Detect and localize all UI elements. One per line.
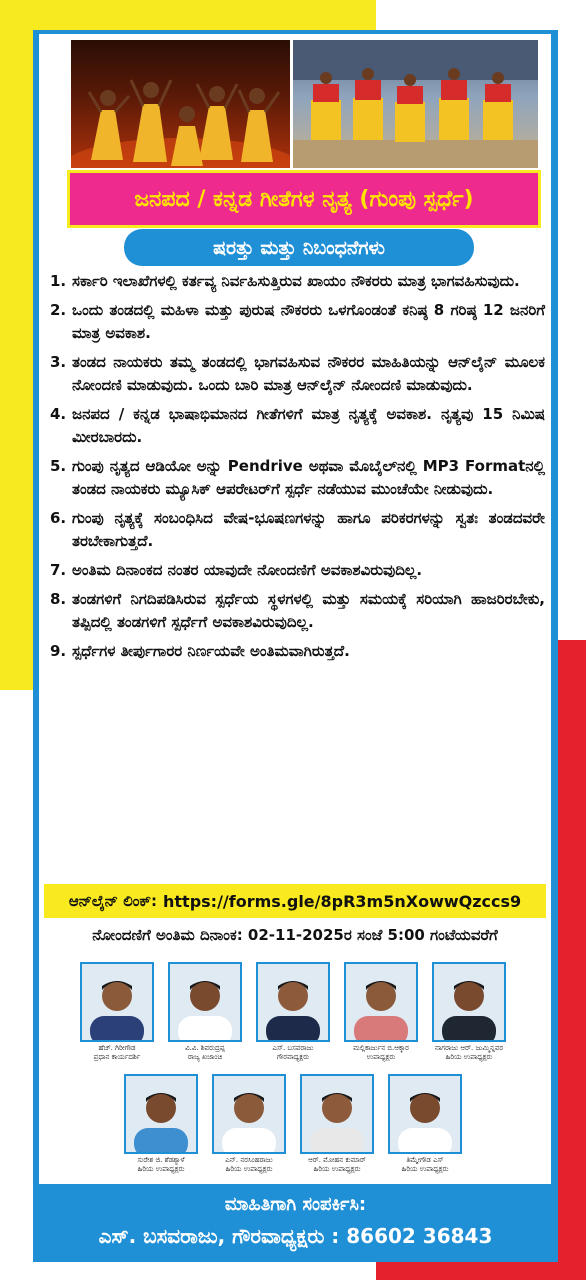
online-link-bar: [44, 884, 546, 918]
contact-heading: ಮಾಹಿತಿಗಾಗಿ ಸಂಪರ್ಕಿಸಿ:: [224, 1194, 367, 1215]
person-portrait: [258, 964, 328, 1040]
person-name: ಹೆಚ್. ಗಿರೀಗೌಡ: [98, 1044, 136, 1052]
person-card: [388, 1074, 462, 1184]
rule-number: 5.: [50, 457, 67, 475]
person-shirt: [134, 1128, 188, 1152]
person-portrait: [214, 1076, 284, 1152]
classical-dancers-photo: [71, 40, 290, 168]
person-photo: [344, 962, 418, 1042]
person-photo: [256, 962, 330, 1042]
person-shirt: [310, 1128, 364, 1152]
person-name: ಆರ್. ಮೋಹನ ಕುಮಾರ್: [308, 1156, 366, 1164]
person-name: ಎಸ್. ಬಸವರಾಜು: [272, 1044, 314, 1052]
rule-item: [50, 559, 545, 582]
event-title: ಜನಪದ / ಕನ್ನಡ ಗೀತೆಗಳ ನೃತ್ಯ (ಗುಂಪು ಸ್ಪರ್ಧೆ): [134, 186, 474, 212]
person-role: ಗೌರವಾಧ್ಯಕ್ಷರು: [276, 1053, 310, 1061]
person-card: [300, 1074, 374, 1184]
rules-list: [50, 270, 545, 669]
rule-text: ಜನಪದ / ಕನ್ನಡ ಭಾಷಾಭಿಮಾನದ ಗೀತೆಗಳಿಗೆ ಮಾತ್ರ ನೃತ್ಯಕ್ಕೆ ಅವಕಾಶ. ನೃತ್ಯವು 15 ನಿಮಿಷ ಮೀರಬಾರದು.: [72, 405, 545, 446]
rule-item: [50, 299, 545, 345]
person-portrait: [390, 1076, 460, 1152]
person-role: ಉಪಾಧ್ಯಕ್ಷರು: [366, 1053, 396, 1061]
person-name: ಮಲ್ಲಿಕಾರ್ಜುನ ಬಿ.ಆಕ್ಕಾರ: [353, 1044, 409, 1052]
person-role: ಹಿರಿಯ ಉಪಾಧ್ಯಕ್ಷರು: [313, 1165, 361, 1173]
person-portrait: [170, 964, 240, 1040]
rule-text: ಅಂತಿಮ ದಿನಾಂಕದ ನಂತರ ಯಾವುದೇ ನೋಂದಣಿಗೆ ಅವಕಾಶವಿರುವುದಿಲ್ಲ.: [72, 561, 423, 579]
person-shirt: [178, 1016, 232, 1040]
person-card: [80, 962, 154, 1072]
person-name: ಎನ್. ನರಸಿಂಹರಾಜು: [225, 1156, 273, 1164]
person-name: ವಿ.ವಿ. ಶಿವರುದ್ರಪ್ಪ: [185, 1044, 225, 1052]
person-role: ಹಿರಿಯ ಉಪಾಧ್ಯಕ್ಷರು: [401, 1165, 449, 1173]
person-photo: [300, 1074, 374, 1154]
person-role: ಪ್ರಧಾನ ಕಾರ್ಯದರ್ಶಿ: [93, 1053, 141, 1061]
event-title-banner: [67, 170, 541, 228]
person-photo: [432, 962, 506, 1042]
rule-number: 3.: [50, 353, 67, 371]
contact-phone-line: ಎಸ್. ಬಸವರಾಜು, ಗೌರವಾಧ್ಯಕ್ಷರು : 86602 36843: [98, 1224, 493, 1248]
person-role: ಹಿರಿಯ ಉಪಾಧ್ಯಕ್ಷರು: [137, 1165, 185, 1173]
person-card: [432, 962, 506, 1072]
rule-item: [50, 351, 545, 397]
person-portrait: [434, 964, 504, 1040]
rule-text: ತಂಡದ ನಾಯಕರು ತಮ್ಮ ತಂಡದಲ್ಲಿ ಭಾಗವಹಿಸುವ ನೌಕರರ ಮಾಹಿತಿಯನ್ನು ಆನ್‌ಲೈನ್ ಮೂಲಕ ನೋಂದಣಿ ಮಾಡುವುದು. ಒಂದು ಬಾರಿ ಮಾತ್ರ ಆನ್‌ಲೈನ್ ನೋಂದಣಿ ಮಾಡುವುದು.: [72, 353, 545, 394]
person-photo: [124, 1074, 198, 1154]
rule-text: ಸರ್ಕಾರಿ ಇಲಾಖೆಗಳಲ್ಲಿ ಕರ್ತವ್ಯ ನಿರ್ವಹಿಸುತ್ತಿರುವ ಖಾಯಂ ನೌಕರರು ಮಾತ್ರ ಭಾಗವಹಿಸುವುದು.: [72, 272, 520, 290]
person-card: [124, 1074, 198, 1184]
person-role: ಹಿರಿಯ ಉಪಾಧ್ಯಕ್ಷರು: [225, 1165, 273, 1173]
rule-text: ಗುಂಪು ನೃತ್ಯಕ್ಕೆ ಸಂಬಂಧಿಸಿದ ವೇಷ-ಭೂಷಣಗಳನ್ನು ಹಾಗೂ ಪರಿಕರಗಳನ್ನು ಸ್ವತಃ ತಂಡದವರೇ ತರಬೇಕಾಗುತ್ತದೆ.: [72, 509, 545, 550]
person-portrait: [302, 1076, 372, 1152]
person-shirt: [266, 1016, 320, 1040]
rule-number: 2.: [50, 301, 67, 319]
online-link-label: ಆನ್‌ಲೈನ್ ಲಿಂಕ್:: [68, 892, 157, 910]
person-photo: [80, 962, 154, 1042]
rule-text: ಒಂದು ತಂಡದಲ್ಲಿ ಮಹಿಳಾ ಮತ್ತು ಪುರುಷ ನೌಕರರು ಒಳಗೊಂಡಂತೆ ಕನಿಷ್ಠ 8 ಗರಿಷ್ಠ 12 ಜನರಿಗೆ ಮಾತ್ರ ಅವಕಾಶ.: [72, 301, 545, 342]
person-card: [256, 962, 330, 1072]
person-role: ಹಿರಿಯ ಉಪಾಧ್ಯಕ್ಷರು: [445, 1053, 493, 1061]
person-card: [344, 962, 418, 1072]
registration-deadline: ನೋಂದಣಿಗೆ ಅಂತಿಮ ದಿನಾಂಕ: 02-11-2025ರ ಸಂಜೆ 5:00 ಗಂಟೆಯವರೆಗೆ: [92, 926, 498, 944]
rule-item: [50, 640, 545, 663]
classical-dancers-illustration: [71, 40, 290, 168]
contact-footer: [33, 1186, 558, 1262]
person-card: [168, 962, 242, 1072]
office-bearers-section: [44, 958, 546, 1188]
rule-item: [50, 270, 545, 293]
rule-item: [50, 507, 545, 553]
person-shirt: [90, 1016, 144, 1040]
rule-text: ತಂಡಗಳಿಗೆ ನಿಗದಿಪಡಿಸಿರುವ ಸ್ಪರ್ಧೆಯ ಸ್ಥಳಗಳಲ್ಲಿ ಮತ್ತು ಸಮಯಕ್ಕೆ ಸರಿಯಾಗಿ ಹಾಜರಿರಬೇಕು, ತಪ್ಪಿದಲ್ಲಿ ತಂಡಗಳಿಗೆ ಸ್ಪರ್ಧೆಗೆ ಅವಕಾಶವಿರುವುದಿಲ್ಲ.: [72, 590, 545, 631]
rule-item: [50, 588, 545, 634]
person-card: [212, 1074, 286, 1184]
rule-number: 8.: [50, 590, 67, 608]
folk-dancers-illustration: [293, 40, 538, 168]
rule-item: [50, 455, 545, 501]
rule-text: ಗುಂಪು ನೃತ್ಯದ ಆಡಿಯೋ ಅನ್ನು Pendrive ಅಥವಾ ಮೊಬೈಲ್‌ನಲ್ಲಿ MP3 Formatನಲ್ಲಿ ತಂಡದ ನಾಯಕರು ಮ್ಯೂಸಿಕ್ ಆಪರೇಟರ್‌ಗೆ ಸ್ಪರ್ಧೆ ನಡೆಯುವ ಮುಂಚೆಯೇ ನೀಡುವುದು.: [72, 457, 545, 498]
person-portrait: [82, 964, 152, 1040]
person-photo: [168, 962, 242, 1042]
folk-dancers-photo: [293, 40, 538, 168]
person-shirt: [354, 1016, 408, 1040]
person-shirt: [398, 1128, 452, 1152]
rule-number: 7.: [50, 561, 67, 579]
person-name: ನಾಗರಾಜು ಆರ್. ಜುಮ್ಮಿನ್ನವರ: [434, 1044, 504, 1052]
rule-text: ಸ್ಪರ್ಧೆಗಳ ತೀರ್ಪುಗಾರರ ನಿರ್ಣಯವೇ ಅಂತಿಮವಾಗಿರುತ್ತದೆ.: [72, 642, 350, 660]
rule-number: 6.: [50, 509, 67, 527]
person-role: ರಾಜ್ಯ ಖಜಾಂಚಿ: [187, 1053, 223, 1061]
person-shirt: [442, 1016, 496, 1040]
person-photo: [212, 1074, 286, 1154]
rule-number: 1.: [50, 272, 67, 290]
person-name: ತಿಮ್ಮೇಗೌಡ ಎಸ್: [406, 1156, 444, 1164]
rules-heading: ಷರತ್ತು ಮತ್ತು ನಿಬಂಧನೆಗಳು: [213, 236, 385, 259]
person-portrait: [346, 964, 416, 1040]
registration-link[interactable]: https://forms.gle/8pR3m5nXowwQzccs9: [163, 891, 522, 911]
rule-number: 4.: [50, 405, 67, 423]
person-shirt: [222, 1128, 276, 1152]
rule-item: [50, 403, 545, 449]
person-name: ಸುರೇಶ ಜಿ. ಶೆಡಶ್ಯಾಳೆ: [137, 1156, 185, 1164]
person-portrait: [126, 1076, 196, 1152]
rules-heading-pill: [124, 229, 474, 266]
rule-number: 9.: [50, 642, 67, 660]
person-photo: [388, 1074, 462, 1154]
